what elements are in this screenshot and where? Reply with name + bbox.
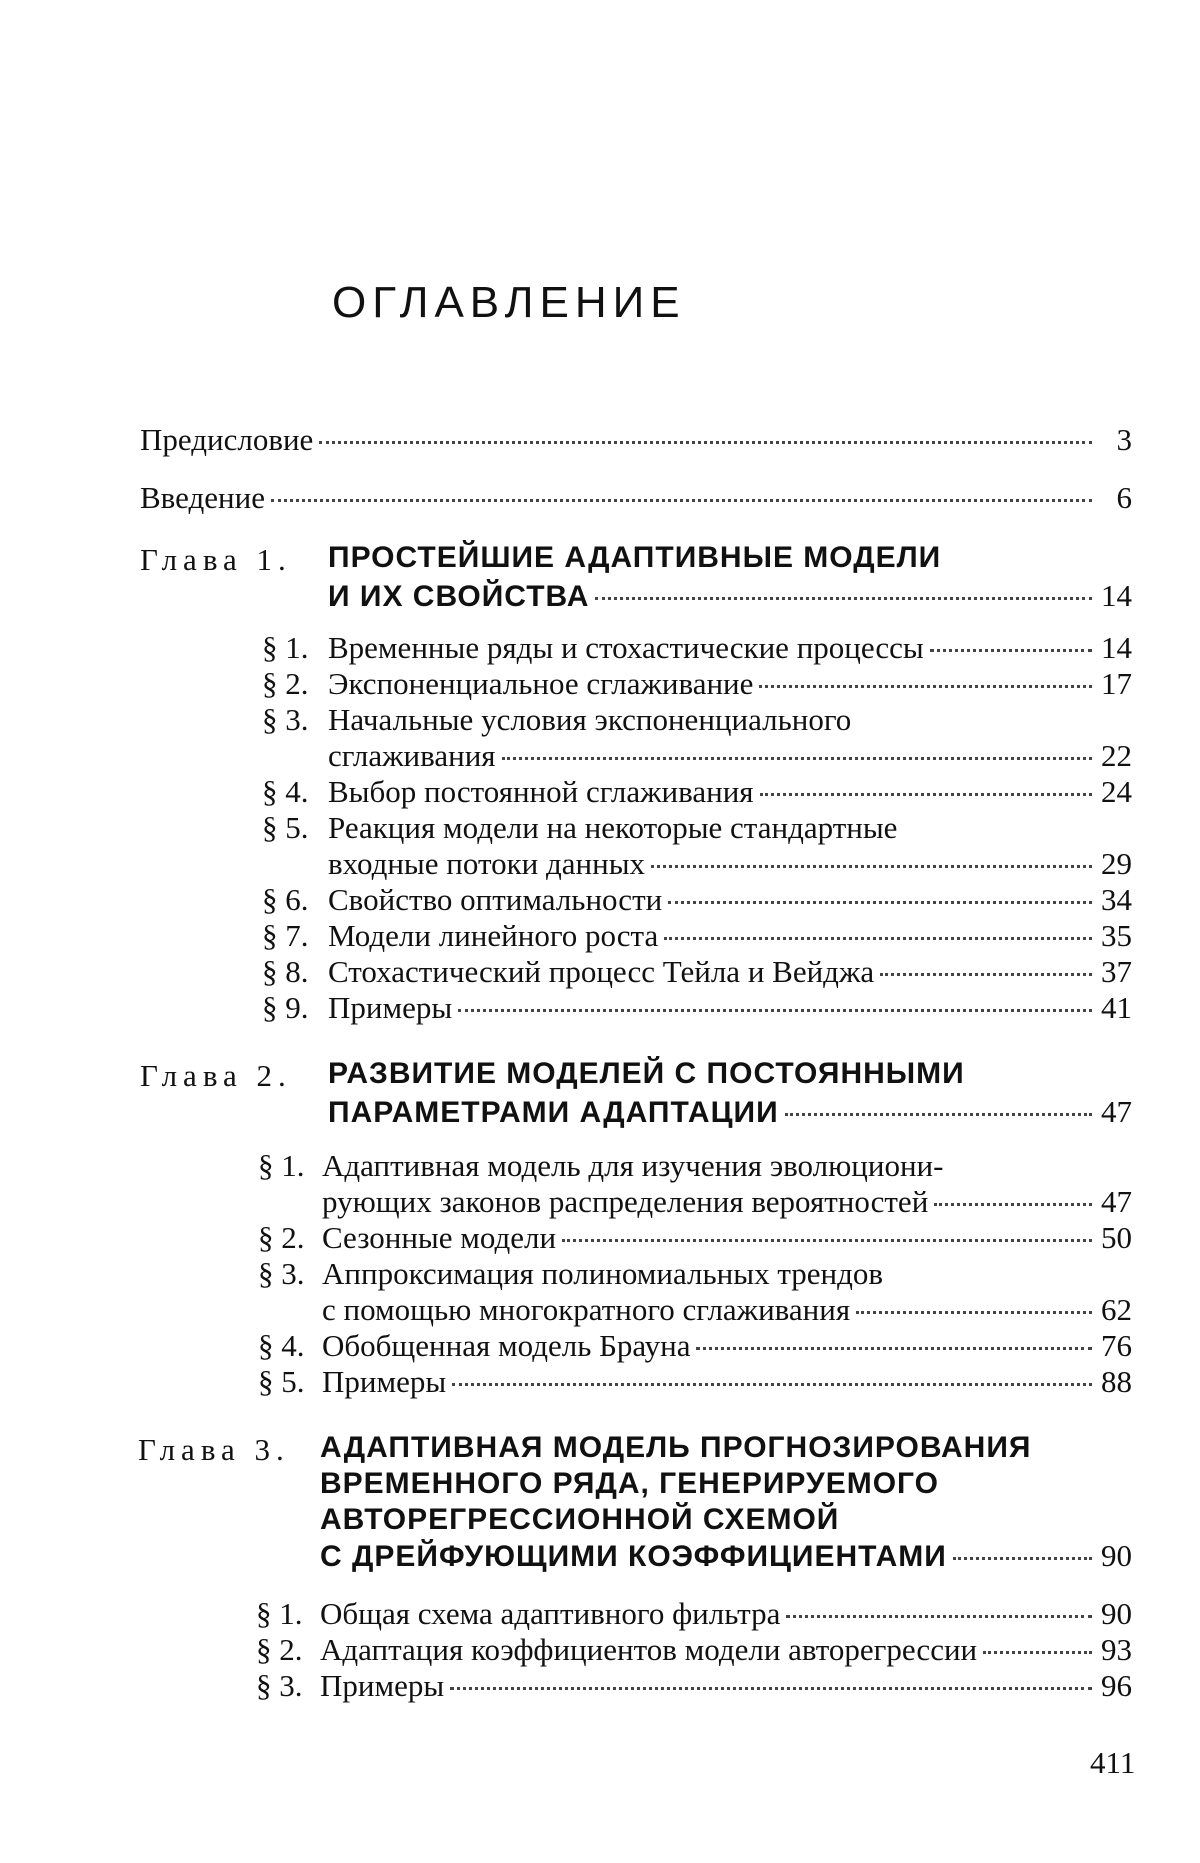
section-number: § 7. <box>262 918 309 953</box>
section-text: Адаптивная модель для изучения эволюциони- <box>322 1148 944 1183</box>
toc-section <box>328 990 1132 1026</box>
section-number: § 9. <box>262 990 309 1025</box>
dot-leader <box>786 1615 1092 1618</box>
section-text: Примеры <box>322 1364 447 1399</box>
section-page: 47 <box>1101 1184 1132 1219</box>
chapter-label: Глава 1. <box>140 542 292 577</box>
toc-section <box>322 1184 1132 1220</box>
dot-leader <box>934 1203 1092 1206</box>
chapter-title-line <box>328 1094 1132 1131</box>
entry-page: 6 <box>1116 480 1132 515</box>
chapter-page: 47 <box>1101 1094 1132 1129</box>
section-text: Сезонные модели <box>322 1220 557 1255</box>
section-page: 96 <box>1101 1668 1132 1703</box>
section-text: Модели линейного роста <box>328 918 659 953</box>
section-number: § 2. <box>262 666 309 701</box>
section-text: рующих законов распределения вероятностей <box>322 1184 929 1219</box>
dot-leader <box>983 1651 1092 1654</box>
dot-leader <box>271 499 1092 502</box>
toc-section <box>322 1364 1132 1400</box>
section-text: Примеры <box>328 990 453 1025</box>
section-text: Свойство оптимальности <box>328 882 663 917</box>
section-number: § 1. <box>262 630 309 665</box>
section-page: 90 <box>1101 1596 1132 1631</box>
section-text: с помощью многократного сглаживания <box>322 1292 851 1327</box>
section-number: § 5. <box>258 1364 305 1399</box>
section-page: 41 <box>1101 990 1132 1025</box>
section-text: Реакция модели на некоторые стандартные <box>328 810 898 845</box>
section-text: Примеры <box>320 1668 445 1703</box>
section-page: 34 <box>1101 882 1132 917</box>
toc-entry-introduction <box>140 480 1132 516</box>
dot-leader <box>880 973 1092 976</box>
chapter-page: 90 <box>1101 1538 1132 1573</box>
toc-section <box>328 954 1132 990</box>
section-text: Выбор постоянной сглаживания <box>328 774 754 809</box>
section-text: сглаживания <box>328 738 496 773</box>
chapter-title-line <box>320 1538 1132 1575</box>
dot-leader <box>856 1311 1092 1314</box>
section-text: входные потоки данных <box>328 846 646 881</box>
chapter-label: Глава 2. <box>140 1058 292 1093</box>
chapter-page: 14 <box>1101 578 1132 613</box>
section-number: § 1. <box>258 1148 305 1183</box>
entry-text: Предисловие <box>140 422 314 457</box>
chapter-label: Глава 3. <box>138 1432 290 1467</box>
section-text: Адаптация коэффициентов модели авторегрессии <box>320 1632 978 1667</box>
toc-section <box>328 666 1132 702</box>
toc-section <box>328 918 1132 954</box>
section-page: 76 <box>1101 1328 1132 1363</box>
toc-section <box>328 882 1132 918</box>
section-text: Начальные условия экспоненциального <box>328 702 852 737</box>
section-text: Экспоненциальное сглаживание <box>328 666 754 701</box>
dot-leader <box>759 685 1092 688</box>
dot-leader <box>319 441 1092 444</box>
section-number: § 4. <box>258 1328 305 1363</box>
entry-page: 3 <box>1116 422 1132 457</box>
section-page: 17 <box>1101 666 1132 701</box>
section-number: § 3. <box>256 1668 303 1703</box>
section-text: Аппроксимация полиномиальных трендов <box>322 1256 883 1291</box>
section-text: Обобщенная модель Брауна <box>322 1328 691 1363</box>
section-number: § 5. <box>262 810 309 845</box>
toc-section <box>322 1328 1132 1364</box>
dot-leader <box>930 649 1092 652</box>
section-number: § 6. <box>262 882 309 917</box>
dot-leader <box>450 1687 1092 1690</box>
chapter-title-text: С ДРЕЙФУЮЩИМИ КОЭФФИЦИЕНТАМИ <box>320 1540 947 1573</box>
dot-leader <box>664 937 1092 940</box>
section-page: 62 <box>1101 1292 1132 1327</box>
toc-entry-preface <box>140 422 1132 458</box>
dot-leader <box>452 1383 1092 1386</box>
chapter-title-line: АВТОРЕГРЕССИОННОЙ СХЕМОЙ <box>320 1503 840 1536</box>
toc-section <box>328 774 1132 810</box>
chapter-title-line <box>328 578 1132 615</box>
section-page: 37 <box>1101 954 1132 989</box>
dot-leader <box>562 1239 1092 1242</box>
chapter-title-line: АДАПТИВНАЯ МОДЕЛЬ ПРОГНОЗИРОВАНИЯ <box>320 1431 1032 1464</box>
section-text: Общая схема адаптивного фильтра <box>320 1596 781 1631</box>
toc-section <box>320 1596 1132 1632</box>
section-number: § 3. <box>258 1256 305 1291</box>
toc-section <box>320 1668 1132 1704</box>
toc-section <box>328 738 1132 774</box>
dot-leader <box>458 1009 1092 1012</box>
toc-section <box>328 630 1132 666</box>
toc-section <box>322 1220 1132 1256</box>
chapter-title-line: ВРЕМЕННОГО РЯДА, ГЕНЕРИРУЕМОГО <box>320 1467 939 1500</box>
dot-leader <box>785 1113 1092 1116</box>
section-page: 24 <box>1101 774 1132 809</box>
dot-leader <box>696 1347 1092 1350</box>
toc-section <box>328 846 1132 882</box>
chapter-title-text: И ИХ СВОЙСТВА <box>328 580 590 613</box>
chapter-title-line: ПРОСТЕЙШИЕ АДАПТИВНЫЕ МОДЕЛИ <box>328 541 942 574</box>
toc-section <box>320 1632 1132 1668</box>
section-number: § 1. <box>256 1596 303 1631</box>
section-page: 88 <box>1101 1364 1132 1399</box>
section-number: § 2. <box>256 1632 303 1667</box>
section-page: 22 <box>1101 738 1132 773</box>
page-number: 411 <box>1090 1745 1136 1780</box>
section-page: 93 <box>1101 1632 1132 1667</box>
toc-section <box>322 1292 1132 1328</box>
section-page: 29 <box>1101 846 1132 881</box>
chapter-title-text: ПАРАМЕТРАМИ АДАПТАЦИИ <box>328 1096 779 1129</box>
dot-leader <box>651 865 1092 868</box>
page-title: ОГЛАВЛЕНИЕ <box>332 278 686 327</box>
section-page: 35 <box>1101 918 1132 953</box>
section-text: Стохастический процесс Тейла и Вейджа <box>328 954 875 989</box>
dot-leader <box>502 757 1092 760</box>
section-number: § 2. <box>258 1220 305 1255</box>
dot-leader <box>668 901 1092 904</box>
dot-leader <box>953 1557 1092 1560</box>
section-page: 50 <box>1101 1220 1132 1255</box>
section-number: § 4. <box>262 774 309 809</box>
section-text: Временные ряды и стохастические процессы <box>328 630 924 665</box>
entry-text: Введение <box>140 480 265 515</box>
section-number: § 8. <box>262 954 309 989</box>
section-number: § 3. <box>262 702 309 737</box>
dot-leader <box>595 597 1092 600</box>
section-page: 14 <box>1101 630 1132 665</box>
chapter-title-line: РАЗВИТИЕ МОДЕЛЕЙ С ПОСТОЯННЫМИ <box>328 1057 965 1090</box>
dot-leader <box>760 793 1092 796</box>
